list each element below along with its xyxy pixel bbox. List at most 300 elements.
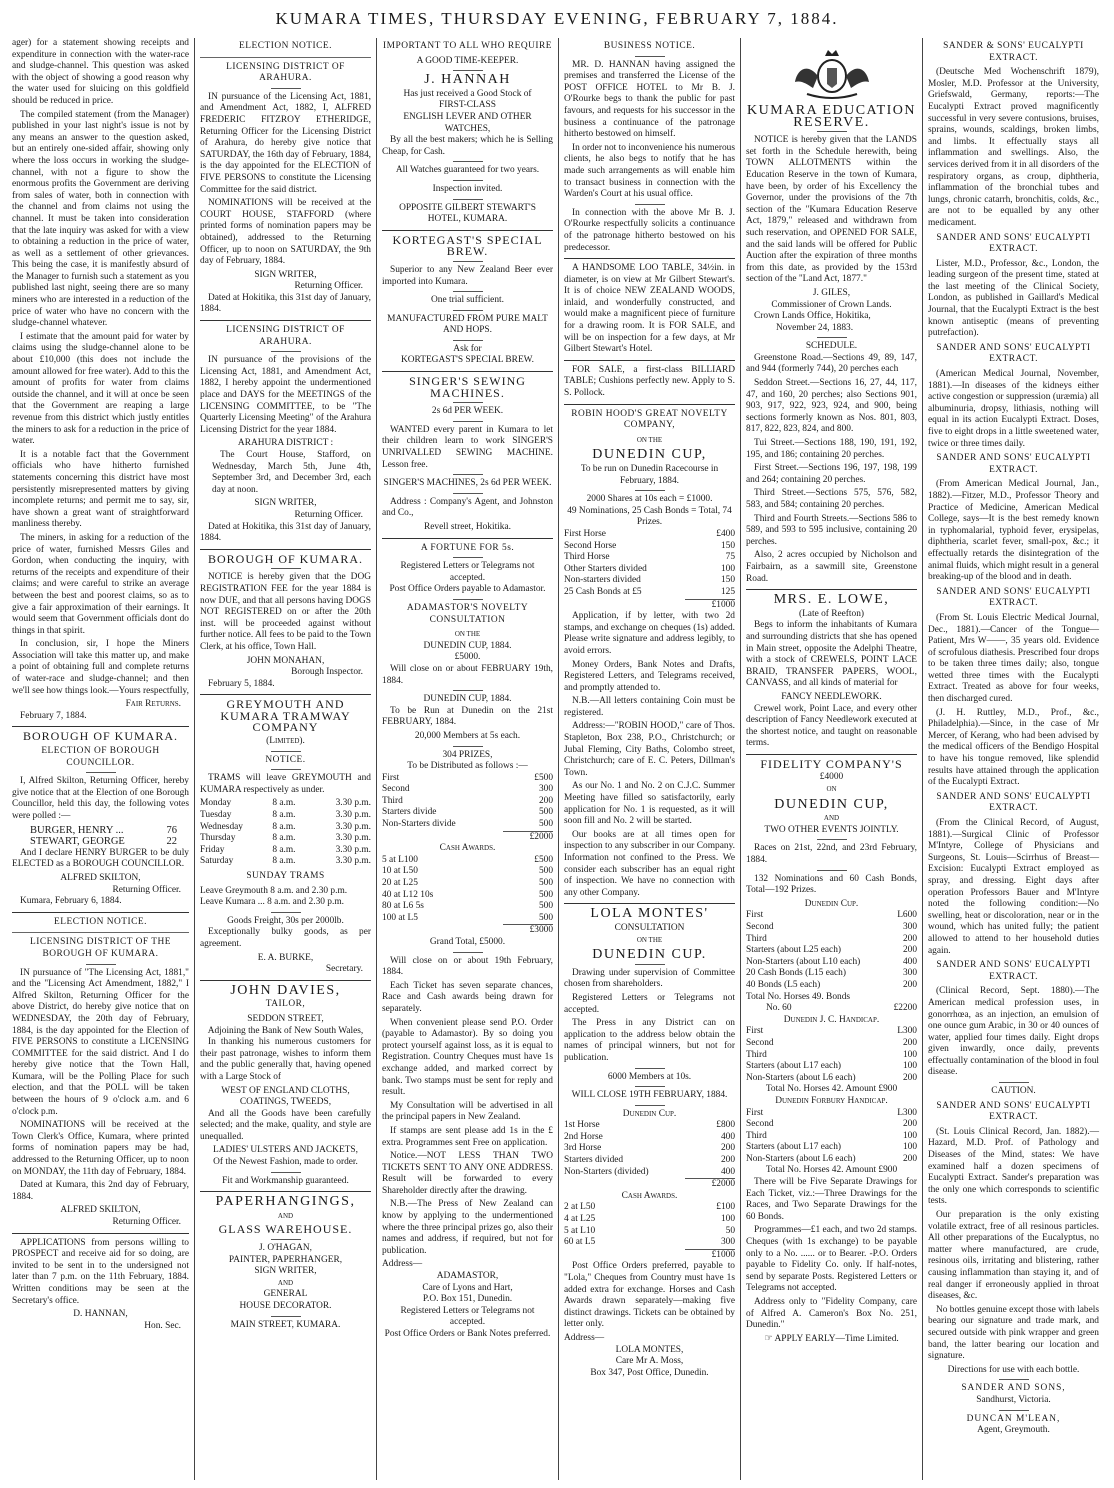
- table-row: 1st Horse £800: [564, 1120, 735, 1131]
- table-row: Third Horse 75: [564, 552, 735, 563]
- fancy-text: FANCY NEEDLEWORK.: [781, 691, 882, 702]
- sander-text-6: (From the Clinical Record, of August, 1881).—Surgical Clinic of Professor M'Intyre, College of Physicians and Surgeons, St. Louis—Scirrhus of Breast—Excision: Eucalypti Extract employed as spray, and dressing. Eight days after operation Professors Bauer and M'Intyre noted the following condition:—No swelling, heat or discoloration, near or in the wound, which has united fully; the patient allowed to attend to her household duties again.: [928, 818, 1099, 956]
- rule: [635, 1068, 665, 1069]
- officer-name: ALFRED SKILTON,: [60, 872, 141, 883]
- divider: [200, 980, 371, 981]
- declare-text: And I declare HENRY BURGER to be duly ELECTED as a BOROUGH COUNCILLOR.: [12, 847, 189, 870]
- notice-heading: ELECTION NOTICE.: [54, 916, 147, 927]
- table-row: Friday 8 a.m. 3.30 p.m.: [200, 844, 371, 855]
- election-heading: ELECTION OF BOROUGH COUNCILLOR.: [41, 746, 160, 768]
- table-row: Non-Starters (divided) 400: [564, 1166, 735, 1177]
- schedule-item: Also, 2 acres occupied by Nicholson and Fairbairn, as a sawmill site, Greenstone Road.: [746, 550, 917, 584]
- table-row: Third 200: [746, 933, 917, 944]
- divider: [564, 360, 735, 361]
- hannah-heading: J. HANNAH: [424, 72, 511, 88]
- letter-para-1: ager) for a statement showing receipts and expenditure in connection with the water-race and sludge-channel. This question was asked with the object of showing a good reason why the water used for sluicing on this goldfield should be reduced in price.: [12, 38, 189, 106]
- rule: [453, 952, 483, 953]
- rule: [817, 337, 847, 338]
- rule: [271, 1239, 301, 1240]
- first-class-text: FIRST-CLASS: [439, 100, 496, 111]
- officer-role: Returning Officer.: [112, 884, 181, 895]
- dated-text: Dated at Hokitika, this 31st day of January, 1884.: [200, 292, 371, 315]
- etheridge-name-2: SIGN WRITER,: [254, 498, 317, 509]
- sander-text-1: (Deutsche Med Wochenschrift 1879), Mosler, M.D. Professor at the University, Griefswald, Germany, reports:—The Eucalypti Extract proved magnificently successful in very severe contusions, bruises, sprains, wounds, scaldings, broken limbs, and limbs. It effectually stays all inflammation and swellings. Also, the services derived from it in all disorders of the respiratory organs, as croup, diphtheria, inflammation of the bronchial tubes and lungs, chronic catarrh, bronchitis, colds, &c., are not to be equalled by any other medicament.: [928, 67, 1099, 228]
- divider: [12, 932, 189, 933]
- wanted-text: WANTED every parent in Kumara to let their children learn to work SINGER'S UNRIVALLED SEWING MACHINE. Lesson free.: [382, 424, 553, 470]
- guaranteed-text: All Watches guaranteed for two years.: [395, 165, 540, 176]
- rule: [271, 568, 301, 569]
- limited-text: (Limited).: [266, 736, 305, 747]
- apply-text: Application, if by letter, with two 2d stamps, and exchange on cheques (1s) added. Please write signature and address legibly, to avoid errors.: [564, 611, 735, 656]
- inspection-text: Inspection invited.: [432, 183, 503, 194]
- on-the-text-2: ON THE: [636, 935, 663, 944]
- table-row: First £500: [382, 772, 553, 783]
- rule: [86, 964, 116, 965]
- hon-sec: Hon. Sec.: [144, 1320, 181, 1331]
- registered-text: Registered Letters or Telegrams not accepted.: [400, 561, 535, 583]
- cash-heading: Cash Awards.: [621, 1190, 678, 1201]
- notice-text: Notice.—NOT LESS THAN TWO TICKETS SENT TO ANY ONE ADDRESS. Result will be forwarded to every Shareholder directly after the drawing.: [382, 1151, 553, 1196]
- cloths-text: WEST OF ENGLAND CLOTHS, COATINGS, TWEEDS,: [221, 1085, 350, 1108]
- table-row: Tuesday 8 a.m. 3.30 p.m.: [200, 810, 371, 821]
- adamastor-heading: ADAMASTOR'S NOVELTY CONSULTATION: [406, 602, 529, 625]
- prizes-text: 304 PRIZES,: [442, 749, 493, 760]
- nb-text: N.B.—All letters containing Coin must be registered.: [564, 696, 735, 718]
- table-row: 20 Cash Bonds (L15 each) 300: [746, 968, 917, 979]
- rule: [999, 1379, 1029, 1380]
- trams-table: [200, 798, 371, 868]
- officer-date: Kumara, February 6, 1884.: [20, 896, 122, 907]
- education-heading: KUMARA EDUCATION RESERVE.: [746, 103, 917, 130]
- forbury-table: [746, 1108, 917, 1166]
- fidelity-heading: FIDELITY COMPANY'S: [760, 756, 903, 771]
- nominations-text: NOMINATIONS will be received at the Town Clerk's Office, Kumara, where printed forms of nomination papers may be had, addressed to the Returning Officer, up to noon on MONDAY, the 11th day of February, 1884.: [12, 1120, 189, 1177]
- letter-para-5: The miners, in asking for a reduction of the price of water, furnished Messrs Giles and Gordon, when conducting the inquiry, with returns of the receipts and expenditure of their claims; and were careful to strike an average between the best and poorest claims, so as to give a fair approximation of their earnings. It would seem that Government officials dont do things in that spirit.: [12, 532, 189, 636]
- nov-date: November 24, 1883.: [776, 322, 854, 333]
- and-text: AND: [823, 814, 840, 823]
- rule: [271, 351, 301, 352]
- fidelity-cup-table: [746, 910, 917, 991]
- table-row: Other Starters divided 100: [564, 563, 735, 574]
- wclose-text: WILL CLOSE 19TH FEBRUARY, 1884.: [571, 1090, 728, 1101]
- trams-text: TRAMS will leave GREYMOUTH and KUMARA respectively as under.: [200, 773, 371, 795]
- table-row: 40 Bonds (L5 each) 200: [746, 979, 917, 990]
- divider: [200, 549, 371, 550]
- reg-text: Registered Letters or Telegrams not accepted.: [564, 992, 735, 1015]
- rule: [453, 161, 483, 162]
- table-row: 60 at L5 300: [564, 1237, 735, 1248]
- rule: [453, 557, 483, 558]
- trial-text: One trial sufficient.: [431, 295, 504, 306]
- rule: [271, 88, 301, 89]
- and-text-2: AND: [277, 1278, 294, 1287]
- main-street-text: MAIN STREET, KUMARA.: [230, 1319, 341, 1330]
- inspector-role: Borough Inspector.: [291, 667, 363, 678]
- office-text: Crown Lands Office, Hokitika,: [754, 311, 871, 322]
- schedule-item: Tui Street.—Sections 188, 190, 191, 192, 195, and 186; containing 20 perches.: [746, 438, 917, 460]
- hannan-text: MR. D. HANNAN having assigned the premises and transferred the License of the POST OFFICE HOTEL to Mr B. J. O'Rourke begs to thank the public for past favours, and requests for his successor in the business a continuance of the patronage hitherto bestowed on himself.: [564, 59, 735, 140]
- agent-text: Agent, Greymouth.: [977, 1425, 1050, 1436]
- order-text: In order not to inconvenience his numerous clients, he also begs to notify that he has made such arrangements as will enable him to transact business in connection with the Warden's Court at his usual office.: [564, 142, 735, 200]
- column-3: [376, 38, 558, 1480]
- table-row: 80 at L6 5s 500: [382, 901, 553, 912]
- divider: [382, 371, 553, 372]
- run-text: To be Run at Dunedin on the 21st FEBRUARY, 1884.: [382, 705, 553, 728]
- election-text: I, Alfred Skilton, Returning Officer, hereby give notice that at the Election of one Borough Councillor, held this day, the following votes were polled :—: [12, 776, 189, 821]
- arahura-text-3: IN pursuance of the provisions of the Licensing Act, 1881, and Amendment Act, 1882, I hereby appoint the undermentioned place and DAYS for the MEETINGS of the LICENSING COMMITTEE, to be "The Quarterly Licensing Meeting" of the Arahura Licensing District for the year 1884.: [200, 355, 371, 435]
- adamastor-name: ADAMASTOR,: [436, 1271, 499, 1282]
- burke-name: E. A. BURKE,: [257, 952, 314, 963]
- table-row: 25 Cash Bonds at £5 125: [564, 586, 735, 597]
- arahura-text-2: NOMINATIONS will be received at the COURT HOUSE, STAFFORD (where printed forms of nomination papers may be obtained), addressed to the Returning Officer, up to noon on SATURDAY, the 9th day of February, 1884.: [200, 198, 371, 267]
- education-text: NOTICE is hereby given that the LANDS set forth in the Schedule herewith, being TOWN ALLOTMENTS within the Education Reserve in the town of Kumara, have been, by order of his Excellency the Governor, under the provisions of the 7th section of the "Kumara Education Reserve Act, 1879," released and withdrawn from such reservation, and OPENED FOR SALE, and the said lands will be offered for Public Auction after the expiration of three months from this date, as provided by the 153rd section of the "Land Act, 1877.": [746, 135, 917, 285]
- table-row: 4 at L25 100: [564, 1214, 735, 1225]
- schedule-item: Third Street.—Sections 575, 576, 582, 583, and 584; containing 20 perches.: [746, 488, 917, 510]
- election-notice-heading: ELECTION NOTICE.: [239, 41, 332, 51]
- moss-text: Care Mr A. Moss,: [615, 1356, 684, 1367]
- divider: [12, 912, 189, 913]
- billiard-text: FOR SALE, a first-class BILLIARD TABLE; Cushions perfectly new. Apply to S. S. Pollock.: [564, 364, 735, 399]
- week-text: 2s 6d PER WEEK.: [431, 406, 504, 417]
- two-events-text: TWO OTHER EVENTS JOINTLY.: [764, 824, 899, 835]
- table-row: 2 at L50 £100: [564, 1202, 735, 1213]
- table-row: Non-starters divided 150: [564, 575, 735, 586]
- seddon-text: SEDDON STREET,: [247, 1013, 324, 1024]
- etheridge-role-2: Returning Officer.: [294, 509, 363, 520]
- paperhangings-heading: PAPERHANGINGS,: [215, 1194, 356, 1210]
- jc-table: [746, 1026, 917, 1084]
- brew-text: KORTEGAST'S SPECIAL BREW.: [401, 355, 534, 366]
- table-row: 20 at L25 500: [382, 878, 553, 889]
- arahura-district: ARAHURA DISTRICT :: [237, 438, 334, 449]
- on-text: ON: [826, 785, 837, 794]
- lola-cup-table: [564, 1120, 735, 1178]
- sander-text-2: Lister, M.D., Professor, &c., London, the leading surgeon of the present time, stated at the last meeting of the Clinical Society, London, as published in Gaillard's Medical Journal, that the Eucalypti Extract is the best known antiseptic (means of preventing putrefaction).: [928, 258, 1099, 339]
- prize-table: [382, 773, 553, 831]
- divider: [200, 57, 371, 58]
- press-text: The Press in any District can on application to the address below obtain the names of principal winners, but not for publication.: [564, 1018, 735, 1063]
- column-6: [922, 38, 1104, 1480]
- early-text: [746, 1334, 917, 1346]
- rule: [999, 1410, 1029, 1411]
- schedule-item: Third and Fourth Streets.—Sections 586 to 589, and 593 to 595 inclusive, containing 20 perches.: [746, 513, 917, 547]
- column-2: [194, 38, 376, 1480]
- cup-heading-2: DUNEDIN CUP.: [592, 947, 707, 963]
- letter-para-4: It is a notable fact that the Government officials who have hitherto furnished statements concerning this district have most persistently misrepresented matters by giving incomplete returns; and permit me to say, sir, have shown a great want of straightforward manliness thereby.: [12, 449, 189, 530]
- arahura-heading-2: LICENSING DISTRICT OF ARAHURA.: [226, 325, 345, 347]
- postoff-text: Post Office Orders preferred, payable to "Lola," Cheques from Country must have 1s added extra for exchange. Horses and Cash Awards drawn separately—making five distinct drawings. Tickets can be obtained by letter only.: [564, 1261, 735, 1330]
- table-row: 40 at L12 10s 500: [382, 889, 553, 900]
- table-row: Second 200: [746, 1119, 917, 1130]
- post-text: Post Office Orders payable to Adamastor.: [389, 584, 546, 595]
- lola-cup-total: £2000: [685, 1178, 735, 1191]
- forbury-heading: Dunedin Forbury Handicap.: [775, 1095, 888, 1106]
- letter-para-3: I estimate that the amount paid for water by claims using the sludge-channel alone to be about £10,000 (this does not include the amount allowed for free water). Add to this the amount of profits for water from claims outside the channel, and it will at once be seen that the Government are reaping a large revenue from this district which justly entitles the miners to ask for a reduction in the price of water.: [12, 331, 189, 447]
- robin-heading: ROBIN HOOD'S GREAT NOVELTY COMPANY,: [571, 408, 728, 431]
- schedule-item: Seddon Street.—Sections 16, 27, 44, 117, 47, and 160, 20 perches; also Sections 901, 903, 917, 922, 923, 924, and 900, being sections formerly known as Nos. 801, 803, 817, 822, 823, 824, and 800.: [746, 378, 917, 435]
- divider: [200, 1191, 371, 1192]
- books-text: Our books are at all times open for inspection to any subscriber in our Company. Information not confined to the Press. We consider each subscriber has an equal right of inspection. We have no connection with any other Company.: [564, 829, 735, 898]
- divider: [382, 538, 553, 539]
- sander-heading-7: SANDER AND SONS' EUCALYPTI EXTRACT.: [936, 960, 1091, 982]
- sander-heading-8: SANDER AND SONS' EUCALYPTI EXTRACT.: [936, 1100, 1091, 1123]
- ask-text: Ask for: [453, 343, 482, 354]
- singer-heading: SINGER'S SEWING MACHINES.: [409, 374, 526, 400]
- lowe-text: Begs to inform the inhabitants of Kumara and surrounding districts that she has opened in Main street, opposite the Adelphi Theatre, with a stock of CREWELS, POINT LACE BRAID, TRANSFER PAPERS, WOOL, CANVASS, and all kinds of material for: [746, 620, 917, 689]
- etheridge-role: Returning Officer.: [294, 281, 363, 292]
- sander-heading-4: SANDER AND SONS' EUCALYPTI EXTRACT.: [936, 453, 1091, 475]
- table-row: 10 at L50 500: [382, 866, 553, 877]
- cup-total-label: Total No. Horses 49. Bonds: [746, 991, 851, 1002]
- forbury-total: Total No. Horses 42. Amount £900: [765, 1165, 898, 1176]
- table-row: Starters divided 200: [564, 1155, 735, 1166]
- fit-text: Fit and Workmanship guaranteed.: [222, 1175, 349, 1186]
- commish-text: Commissioner of Crown Lands.: [771, 299, 892, 310]
- feb5-date: February 5, 1884.: [208, 678, 275, 689]
- painter-text: PAINTER, PAPERHANGER,: [228, 1254, 343, 1265]
- shares-text: 2000 Shares at 10s each = £1000.: [586, 494, 713, 505]
- noms-text: 132 Nominations and 60 Cash Bonds, Total—192 Prizes.: [746, 873, 917, 896]
- letter-para-6: In conclusion, sir, I hope the Miners Association will take this matter up, and make a point of obtaining full and complete returns of water-race and sludge-channel; and then we'll see how things look.—Yours respectfully,: [12, 639, 189, 696]
- rule: [453, 180, 483, 181]
- box-text: P.O. Box 151, Dunedin.: [422, 1294, 513, 1305]
- etheridge-name: SIGN WRITER,: [254, 269, 317, 280]
- received-text: Has just received a Good Stock of: [403, 88, 532, 99]
- divider: [200, 320, 371, 321]
- officer-role-2: Returning Officer.: [112, 1217, 181, 1227]
- divider: [12, 1233, 189, 1234]
- column-1: [12, 38, 194, 1480]
- on-the-text: ON THE: [636, 435, 663, 444]
- and-text: AND: [277, 1211, 294, 1220]
- address-text: Address:—"ROBIN HOOD," care of Thos. Stapleton, Box 238, P.O., Christchurch; or Jubal Fleming, City Baths, Colombo street, Christchurch; care of E. C. Peters, Dillman's Town.: [564, 721, 735, 778]
- table-row: Third 200: [382, 795, 553, 806]
- lola-cash-table: [564, 1202, 735, 1248]
- caution-heading: CAUTION.: [991, 1086, 1036, 1097]
- kortegast-heading: KORTEGAST'S SPECIAL BREW.: [392, 232, 543, 259]
- remit-text: When convenient please send P.O. Order (payable to Adamastor). By so doing you protect yourself against loss, as it is equal to Registration. Country Cheques must have 1s exchange added, and marked correct by bank. Two stamps must be sent for reply and result.: [382, 1017, 553, 1098]
- table-row: Non-Starters divide 500: [382, 819, 553, 830]
- ohagan-name: J. O'HAGAN,: [259, 1243, 312, 1254]
- secretary-role: Secretary.: [325, 964, 363, 975]
- house-text: HOUSE DECORATOR.: [239, 1301, 332, 1311]
- sander-text-5: (From St. Louis Electric Medical Journal, Dec., 1881).—Cancer of the Tongue—Patient, Mrs W——, 35 years old. Evidence of scrofulous diathesis. Prescribed four drops to be taken three times daily; also, tongue wetted three times with the Eucalypti Extract. Treated as above for four weeks, then discharged cured.: [928, 612, 1099, 705]
- agent-address: Address : Company's Agent, and Johnston and Co.,: [382, 496, 553, 519]
- rule: [453, 402, 483, 403]
- noms-text: 49 Nominations, 25 Cash Bonds = Total, 74 Prizes.: [567, 505, 732, 528]
- column-4: [558, 38, 740, 1480]
- loo-text: A HANDSOME LOO TABLE, 34½in. in diameter, is on view at Mr Gilbert Stewart's. It is of choice NEW ZEALAND WOODS, inlaid, and wonderfully constructed, and would make a magnificent piece of furniture for a drawing room. It is FOR SALE, and will be on inspection for a few days, at Mr Gilbert Stewart's Hotel.: [564, 263, 735, 355]
- tramway-heading: GREYMOUTH AND KUMARA TRAMWAY COMPANY: [220, 697, 351, 735]
- robin-table: [564, 529, 735, 599]
- nb-text: N.B.—The Press of New Zealand can know by applying to the undermentioned where the three principal prizes go, also their names and address, if required, but not for publication.: [382, 1199, 553, 1256]
- table-row: Non-Starters (about L6 each) 200: [746, 1072, 917, 1083]
- thanking-text: In thanking his numerous customers for their past patronage, wishes to inform them and the public generally that, having opened with a Large Stock of: [200, 1037, 371, 1082]
- postoffice-text: Post Office Orders or Bank Notes preferred.: [384, 1329, 551, 1339]
- monahan-name: JOHN MONAHAN,: [246, 655, 325, 666]
- table-row: 3rd Horse 200: [564, 1143, 735, 1154]
- lola-cash-total: £1000: [685, 1249, 735, 1262]
- tailor-text: TAILOR,: [265, 999, 306, 1010]
- business-heading: BUSINESS NOTICE.: [603, 41, 696, 51]
- rule: [271, 769, 301, 770]
- sander-text-7: (Clinical Record, Sept. 1880).—The American medical profession uses, in gonorrhœa, as an injection, an emulsion of one ounce gum Arabic, in 30 or 40 ounces of water, applied four times daily. Eight drops given inwardly, once daily, prevents effectually contamination of the blood in foul disease.: [928, 986, 1099, 1078]
- fidelity-amount: £4000: [819, 772, 844, 783]
- races-text: Races on 21st, 22nd, and 23rd February, 1884.: [746, 843, 917, 866]
- officer-name-2: ALFRED SKILTON,: [60, 1205, 141, 1216]
- ladies-text: LADIES' ULSTERS AND JACKETS,: [213, 1145, 358, 1156]
- divider: [564, 404, 735, 405]
- cup-heading: DUNEDIN CUP,: [592, 447, 707, 463]
- table-row: Starters (about L17 each) 100: [746, 1061, 917, 1072]
- sign-text: SIGN WRITER,: [254, 1266, 317, 1277]
- sunday-line-2: Leave Kumara ... 8 a.m. and 2.30 p.m.: [200, 897, 344, 908]
- table-row: Third 100: [746, 1049, 917, 1060]
- rule: [453, 291, 483, 292]
- cup-total-row: No. 60 £2200: [766, 1003, 917, 1014]
- lola-name: LOLA MONTES,: [615, 1344, 684, 1355]
- table-row: Non-Starters (about L10 each) 400: [746, 956, 917, 967]
- rule: [271, 1316, 301, 1317]
- goods-selected-text: And all the Goods have been carefully selected; and the make, quality, and style are unequalled.: [200, 1108, 371, 1142]
- rule: [453, 199, 483, 200]
- pounds-text: £5000.: [454, 652, 481, 663]
- table-row: Third 100: [746, 1130, 917, 1141]
- rule: [635, 964, 665, 965]
- sunday-line-1: Leave Greymouth 8 a.m. and 2.30 p.m.: [200, 885, 348, 896]
- fortune-heading: A FORTUNE FOR 5s.: [420, 542, 515, 553]
- lowe-heading: MRS. E. LOWE,: [773, 592, 890, 608]
- applications-text: APPLICATIONS from persons willing to PROSPECT and receive aid for so doing, are invited to be sent in to the undersigned not later than 7 p.m. on the 11th February, 1884. Written conditions may be seen at the Secretary's office.: [12, 1237, 189, 1306]
- licensing-heading: LICENSING DISTRICT OF THE BOROUGH OF KUMARA.: [29, 937, 172, 959]
- schedule-heading: SCHEDULE.: [805, 341, 858, 352]
- close-feb-text: Will close on or about 19th February, 1884.: [382, 955, 553, 978]
- care-text: Care of Lyons and Hart,: [422, 1282, 513, 1293]
- addr-label: Address—: [382, 1259, 423, 1270]
- borough-heading: BOROUGH OF KUMARA.: [22, 729, 178, 744]
- sander-text-5b: (J. H. Ruttley, M.D., Prof., &c., Philadelphia).—Since, in the case of Mr Mercer, of Kerang, who had been advised by the medical officers of the Bendigo Hospital to have his tongue removed, like splendid results have attained through the application of the Eucalypti Extract.: [928, 707, 1099, 788]
- hannan-name: D. HANNAN,: [73, 1309, 128, 1320]
- letter-date: February 7, 1884.: [20, 710, 87, 721]
- dated-text-2: Dated at Hokitika, this 31st day of January, 1884.: [200, 521, 371, 544]
- table-row: Second Horse 150: [564, 540, 735, 551]
- rule: [453, 493, 483, 494]
- table-row: BURGER, HENRY ... 76: [30, 824, 177, 836]
- divider: [12, 726, 189, 727]
- grand-total: Grand Total, £5000.: [429, 937, 506, 947]
- table-row: Thursday 8 a.m. 3.30 p.m.: [200, 833, 371, 844]
- dated-text: Dated at Kumara, this 2nd day of February, 1884.: [12, 1180, 189, 1202]
- divider: [564, 903, 735, 904]
- keeper-text: A GOOD TIME-KEEPER.: [416, 55, 519, 66]
- schedule-item: First Street.—Sections 196, 197, 198, 199 and 264; containing 20 perches.: [746, 463, 917, 485]
- borough-heading: BOROUGH OF KUMARA.: [207, 551, 363, 566]
- table-row: Starters (about L17 each) 100: [746, 1142, 917, 1153]
- table-row: 100 at L5 500: [382, 912, 553, 923]
- table-row: First Horse £400: [564, 528, 735, 539]
- schedule-item: Greenstone Road.—Sections 49, 89, 147, and 944 (formerly 744), 20 perches each: [746, 352, 917, 375]
- rule: [453, 340, 483, 341]
- sander-heading-2: SANDER AND SONS' EUCALYPTI EXTRACT.: [936, 232, 1091, 255]
- members-text: 20,000 Members at 5s each.: [414, 730, 521, 741]
- davies-heading: JOHN DAVIES,: [230, 982, 341, 998]
- on-the-text: ON THE: [454, 630, 481, 639]
- important-heading: IMPORTANT TO ALL WHO REQUIRE: [383, 41, 552, 51]
- stamps-text: If stamps are sent please add 1s in the £ extra. Programmes sent Free on application.: [382, 1125, 553, 1148]
- rule: [453, 261, 483, 262]
- table-row: Wednesday 8 a.m. 3.30 p.m.: [200, 821, 371, 832]
- directions-text: Directions for use with each bottle.: [947, 1364, 1080, 1375]
- singer-text-2: SINGER'S MACHINES, 2s 6d PER WEEK.: [383, 478, 552, 489]
- sander-text-4: (From American Medical Journal, Jan., 1882).—Fitzer, M.D., Professor Theory and Practice of Medicine, American Medical College, says—It is the best remedy known in typhomalarial, typhoid fever, erysipelas, diphtheria, scarlet fever, small-pox, &c.; it effectually retards the disintegration of the animal fluids, which might result in a general breaking-up of the blood and in death.: [928, 479, 1099, 583]
- glass-heading: GLASS WAREHOUSE.: [218, 1222, 353, 1237]
- sander-sons-name: SANDER AND SONS,: [961, 1383, 1066, 1394]
- dcup-heading: Dunedin Cup.: [622, 1108, 677, 1119]
- reg2-text: Registered Letters or Telegrams not accepted.: [400, 1305, 535, 1328]
- table-row: Starters (about L25 each) 200: [746, 945, 917, 956]
- opposite-text: OPPOSITE GILBERT STEWART'S HOTEL, KUMARA.: [399, 202, 536, 225]
- run-text: To be run on Dunedin Racecourse in February, 1884.: [580, 464, 719, 486]
- table-row: First L300: [746, 1107, 917, 1118]
- reefton-text: (Late of Reefton): [798, 608, 865, 619]
- giles-name: J. GILES,: [812, 287, 851, 298]
- distributed-text: To be Distributed as follows :—: [407, 761, 528, 772]
- lola-heading: LOLA MONTES': [590, 906, 709, 922]
- rule: [635, 1086, 665, 1087]
- divider: [564, 258, 735, 259]
- goods-text: Goods Freight, 30s per 2000lb.: [227, 915, 344, 926]
- arahura-text-1: IN pursuance of the Licensing Act, 1881, and Amendment Act, 1882, I, ALFRED FREDERIC FITZROY ETHERIDGE, Returning Officer for the Licensing District of Arahura, do hereby give notice that SATURDAY, the 16th day of February, 1884, is the day appointed for the ELECTION of FIVE PERSONS to constitute the Licensing Committee for the said district.: [200, 91, 371, 195]
- rule: [817, 839, 847, 840]
- sander-text-9: Our preparation is the only existing volatile extract, free of all resinous particles. All other preparations of the Eucalyptus, no matter where manufactured, are crude, resinous oils, irritating and blistering, rather causing inflammation than staying it, and of real danger if erroneously applied in throat diseases, &c.: [928, 1210, 1099, 1302]
- table-row: Second 300: [746, 922, 917, 932]
- five-text: There will be Five Separate Drawings for Each Ticket, viz.:—Three Drawings for the Races, and Two Separate Drawings for the 60 Bonds.: [746, 1177, 917, 1222]
- dog-text: NOTICE is hereby given that the DOG REGISTRATION FEE for the year 1884 is now DUE, and that all persons having DOGS NOT REGISTERED on or after the 20th inst. will be proceeded against without further notice. All fees to be paid to the Town Clerk, at his office, Town Hall.: [200, 572, 371, 652]
- cash-table: [382, 855, 553, 925]
- programmes-text: Programmes—£1 each, and two 2d stamps. Cheques (with 1s exchange) to be payable only to a No. ...... or to Bearer. -P.O. Orders payable to Fidelity Co. only. If half-notes, send by separate Posts. Registered Letters or Telegrams not accepted.: [746, 1225, 917, 1294]
- letter-para-2: The compiled statement (from the Manager) published in your last night's issue is not by any means an answer to the question asked, but an entirely one-sided affair, showing only where the loss occurs in working the sludge-channel, with not a figure to show the enormous profits the Government are deriving from sales of water, both in connection with the channel and from claims not using the channel. It must be taken into consideration that the late inquiry was asked for with a view to obtaining a reduction in the price of water, as well as a settlement of other grievances. This being the case, it is manifestly absurd of the Manager to furnish such a statement as you published last night, seeing there are so many miners who are interested in a reduction of the price of water who have no concern with the sludge-channel whatever.: [12, 109, 189, 329]
- divider: [746, 589, 917, 590]
- watches-text: ENGLISH LEVER AND OTHER WATCHES,: [403, 111, 532, 134]
- general-text: GENERAL: [263, 1289, 308, 1300]
- rourke-text: In connection with the above Mr B. J. O'Rourke respectfully solicits a continuance of the patronage hitherto bestowed on his predecessor.: [564, 207, 735, 253]
- jc-total: Total No. Horses 42. Amount £900: [765, 1084, 898, 1095]
- fashion-text: Of the Newest Fashion, made to order.: [213, 1157, 358, 1168]
- robin-total: £1000: [685, 599, 735, 612]
- box-text: Box 347, Post Office, Dunedin.: [590, 1367, 709, 1378]
- consult-text: CONSULTATION: [614, 922, 685, 933]
- addr-label: Address—: [564, 1332, 605, 1343]
- sander-text-3: (American Medical Journal, November, 1881).—In diseases of the kidneys either active congestion or suppression (uræmia) all albuminuria, dropsy, lithiasis, nothing will equal in its action Eucalypti Extract. Doses, five to eight drops in a little sweetened water, twice or three times daily.: [928, 369, 1099, 449]
- table-row: 2nd Horse 400: [564, 1131, 735, 1142]
- rule: [453, 746, 483, 747]
- rule: [453, 474, 483, 475]
- votes-table: [12, 825, 189, 848]
- court-text: The Court House, Stafford, on Wednesday, March 5th, June 4th, September 3rd, and December 3rd, each day at noon.: [212, 450, 371, 495]
- rule: [999, 1082, 1029, 1083]
- rule: [817, 870, 847, 871]
- divider: [200, 694, 371, 695]
- cash-total: £3000: [503, 924, 553, 937]
- licensing-text: IN pursuance of "The Licensing Act, 1881," and the "Licensing Act Amendment, 1882," I Alfred Skilton, Returning Officer for the above District, do hereby give notice that on WEDNESDAY, the 20th day of February, 1884, is the day appointed for the Election of FIVE PERSONS to constitute a LICENSING COMMITTEE for the said district. And I do hereby give notice that the Town Hall, Kumara, will be the Polling Place for such election, and that the POLL will be taken between the hours of 9 o'clock a.m. and 6 o'clock p.m.: [12, 967, 189, 1117]
- sandhurst-text: Sandhurst, Victoria.: [976, 1394, 1051, 1405]
- makers-text: By all the best makers; which he is Selling Cheap, for Cash.: [382, 135, 553, 157]
- sander-text-10: No bottles genuine except those with labels bearing our signature and trade mark, and secured outside with pink wrapper and green band, the latter bearing our location and signature.: [928, 1304, 1099, 1362]
- rule: [453, 310, 483, 311]
- table-row: Non-Starters (about L6 each) 200: [746, 1153, 917, 1164]
- rule: [817, 131, 847, 132]
- letter-signature: Fair Returns.: [125, 699, 181, 710]
